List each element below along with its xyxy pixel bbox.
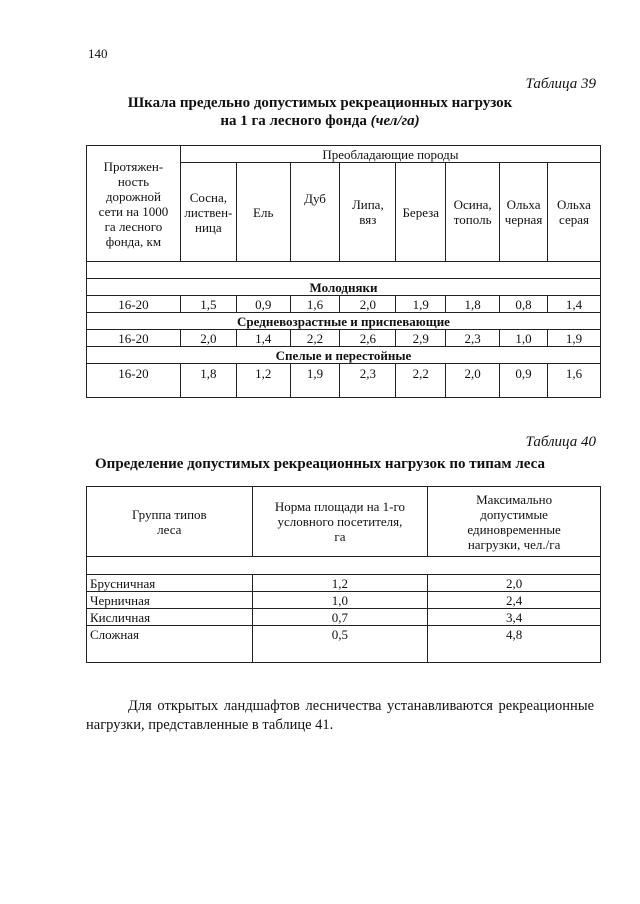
value-cell: 2,0: [340, 296, 396, 313]
species-header: Осина, тополь: [446, 163, 500, 262]
table-row: [87, 575, 601, 592]
value-cell: 1,2: [236, 364, 290, 398]
species-header: Береза: [396, 163, 446, 262]
area-cell: 1,0: [252, 592, 428, 609]
value-cell: 1,6: [290, 296, 340, 313]
value-cell: 2,3: [446, 330, 500, 347]
value-cell: 1,9: [396, 296, 446, 313]
species-header: Сосна, листвен-ница: [180, 163, 236, 262]
value-cell: 1,5: [180, 296, 236, 313]
value-cell: 1,9: [548, 330, 601, 347]
value-cell: 1,9: [290, 364, 340, 398]
area-cell: 1,2: [252, 575, 428, 592]
body-paragraph-text: Для открытых ландшафтов лесничества устанавливаются рекреационные нагрузки, представленные в таблице 41.: [86, 698, 594, 733]
group-cell: Черничная: [87, 592, 253, 609]
table39-title: [0, 94, 640, 130]
row-label: 16-20: [87, 330, 181, 347]
value-cell: 1,6: [548, 364, 601, 398]
table40-caption: Таблица 40: [525, 434, 596, 450]
row-label: 16-20: [87, 296, 181, 313]
table-row: [87, 592, 601, 609]
header-area: Норма площади на 1-го условного посетителя, га: [252, 487, 428, 557]
table39: [86, 145, 601, 398]
group-cell: Сложная: [87, 626, 253, 663]
value-cell: 2,0: [446, 364, 500, 398]
species-header: Дуб: [290, 163, 340, 262]
table39-title-line2-text: на 1 га лесного фонда: [220, 113, 367, 129]
load-cell: 2,4: [428, 592, 601, 609]
value-cell: 2,9: [396, 330, 446, 347]
row-header-cell: Протяжен-ность дорожной сети на 1000 га лесного фонда, км: [87, 146, 181, 262]
species-header: Ель: [236, 163, 290, 262]
value-cell: 0,9: [500, 364, 548, 398]
header-load: Максимально допустимые единовременные нагрузки, чел./га: [428, 487, 601, 557]
section-heading: Средневозрастные и приспевающие: [87, 313, 601, 330]
value-cell: 2,0: [180, 330, 236, 347]
table39-caption: Таблица 39: [525, 76, 596, 92]
area-cell: 0,7: [252, 609, 428, 626]
value-cell: 1,0: [500, 330, 548, 347]
value-cell: 0,8: [500, 296, 548, 313]
table-row: [87, 626, 601, 663]
load-cell: 4,8: [428, 626, 601, 663]
value-cell: 0,9: [236, 296, 290, 313]
species-header: Липа, вяз: [340, 163, 396, 262]
load-cell: 3,4: [428, 609, 601, 626]
blank-row: [87, 557, 601, 575]
species-header: Ольха серая: [548, 163, 601, 262]
table39-title-unit: (чел/га): [370, 113, 420, 129]
page-number: 140: [88, 46, 108, 61]
value-cell: 1,4: [548, 296, 601, 313]
value-cell: 1,8: [446, 296, 500, 313]
value-cell: 2,2: [290, 330, 340, 347]
value-cell: 1,8: [180, 364, 236, 398]
table-row: [87, 364, 601, 398]
table-row: [87, 609, 601, 626]
body-paragraph: [86, 697, 594, 735]
value-cell: 2,2: [396, 364, 446, 398]
table39-title-line1: Шкала предельно допустимых рекреационных нагрузок: [127, 95, 513, 111]
group-cell: Кисличная: [87, 609, 253, 626]
row-label: 16-20: [87, 364, 181, 398]
group-cell: Брусничная: [87, 575, 253, 592]
value-cell: 1,4: [236, 330, 290, 347]
group-header-cell: Преобладающие породы: [180, 146, 600, 163]
value-cell: 2,3: [340, 364, 396, 398]
section-heading: Спелые и перестойные: [87, 347, 601, 364]
species-header: Ольха черная: [500, 163, 548, 262]
section-heading: Молодняки: [87, 279, 601, 296]
value-cell: 2,6: [340, 330, 396, 347]
area-cell: 0,5: [252, 626, 428, 663]
table-row: [87, 330, 601, 347]
blank-row: [87, 262, 601, 279]
table40-title: Определение допустимых рекреационных нагрузок по типам леса: [95, 456, 545, 472]
table-row: [87, 296, 601, 313]
load-cell: 2,0: [428, 575, 601, 592]
table39-title-line2: [0, 112, 640, 130]
header-group: Группа типов леса: [87, 487, 253, 557]
table40: [86, 486, 601, 663]
